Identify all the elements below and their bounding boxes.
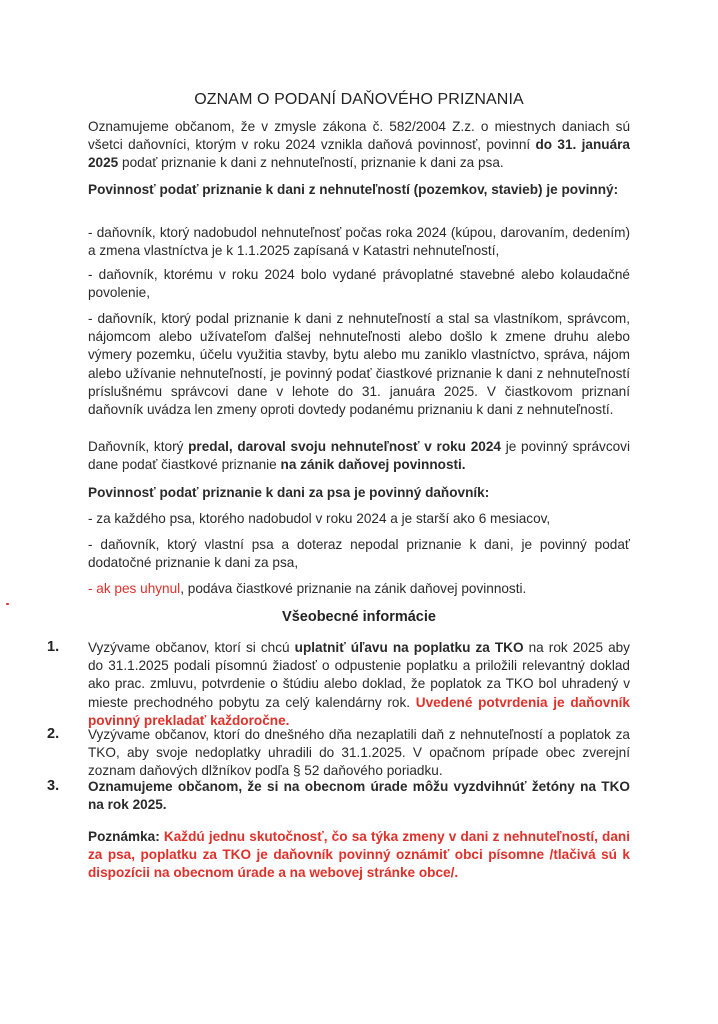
intro-text: Oznamujeme občanom, že v zmysle zákona č. 582/2004 Z.z. o miestnych daniach sú všetci daňovníci, ktorým v roku 2024 vznikla daňová povinnosť, povinní xyxy=(88,119,630,153)
general-item-2: Vyzývame občanov, ktorí do dnešného dňa nezaplatili daň z nehnuteľností a poplatok za TKO, aby svoje nedoplatky uhradili do 31.1.2025. V opačnom prípade obec zverejní zoznam daňových dlžníkov podľa § 52 daňového poriadku. xyxy=(88,727,630,779)
intro-paragraph xyxy=(88,118,630,173)
donor-text: Daňovník, ktorý xyxy=(88,439,189,454)
general-item-1-emphasis: uplatniť úľavu na poplatku za TKO xyxy=(294,640,524,655)
dog-died-item xyxy=(88,580,630,598)
dog-heading: Povinnosť podať priznanie k dani za psa je povinný daňovník: xyxy=(88,485,490,500)
donor-emphasis: predal, daroval svoju nehnuteľnosť v roku 2024 xyxy=(188,439,501,454)
property-donor-paragraph xyxy=(88,438,630,474)
list-number-2: 2. xyxy=(47,726,60,742)
general-item-1-warning: Uvedené potvrdenia je daňovník povinný prekladať každoročne. xyxy=(88,694,630,728)
dog-item-1: - za každého psa, ktorého nadobudol v roku 2024 a je starší ako 6 mesiacov, xyxy=(88,511,551,526)
general-item-1 xyxy=(88,639,630,730)
property-item-1: - daňovník, ktorý nadobudol nehnuteľnosť počas roka 2024 (kúpou, darovaním, dedením) a zmena vlastníctva je k 1.1.2025 zapísaná v Katastri nehnuteľností, xyxy=(88,225,630,259)
dog-item-2: - daňovník, ktorý vlastní psa a doteraz nepodal priznanie k dani, je povinný podať dodatočné priznanie k dani za psa, xyxy=(88,537,630,571)
general-item-3: Oznamujeme občanom, že si na obecnom úrade môžu vyzdvihnúť žetóny na TKO na rok 2025. xyxy=(88,779,630,813)
note-text: Každú jednu skutočnosť, čo sa týka zmeny v dani z nehnuteľností, dani za psa, poplatku za TKO je daňovník povinný oznámiť obci písomne /tlačivá sú k dispozícii na obecnom úrade a na webovej stránke obce/. xyxy=(88,829,630,881)
general-heading: Všeobecné informácie xyxy=(282,609,436,625)
list-number-1: 1. xyxy=(47,639,60,655)
note-paragraph xyxy=(88,828,630,883)
donor-emphasis-end: na zánik daňovej povinnosti. xyxy=(280,457,466,473)
dog-died-text: , podáva čiastkové priznanie na zánik daňovej povinnosti. xyxy=(180,581,527,596)
intro-deadline: do 31. januára 2025 xyxy=(88,137,630,171)
intro-text-end: podať priznanie k dani z nehnuteľností, priznanie k dani za psa. xyxy=(118,155,504,171)
donor-text-middle: je povinný správcovi dane podať čiastkové priznanie xyxy=(88,439,630,473)
list-number-3: 3. xyxy=(47,778,60,794)
property-heading: Povinnosť podať priznanie k dani z nehnuteľností (pozemkov, stavieb) je povinný: xyxy=(88,182,619,197)
scan-speck xyxy=(6,603,9,605)
dog-died-label: - ak pes uhynul xyxy=(88,581,181,596)
general-item-1-text-2: na rok 2025 aby do 31.1.2025 podali písomnú žiadosť o odpustenie poplatku a priložili relevantný doklad ako prac. zmluvu, potvrdenie o štúdiu alebo doklad, že poplatok za TKO bol uhradený v mieste prechodného pobytu za celý kalendárny rok. xyxy=(88,640,630,710)
note-label: Poznámka: xyxy=(88,829,160,844)
property-item-2: - daňovník, ktorému v roku 2024 bolo vydané právoplatné stavebné alebo kolaudačné povolenie, xyxy=(88,267,630,301)
property-item-3: - daňovník, ktorý podal priznanie k dani z nehnuteľností a stal sa vlastníkom, správcom, nájomcom alebo užívateľom ďalšej nehnuteľnosti alebo došlo k zmene druhu alebo výmery pozemku, účelu využitia stavby, bytu alebo mu zaniklo vlastníctvo, správa, nájom alebo užívanie nehnuteľností, je povinný podať čiastkové priznanie k dani z nehnuteľností príslušnému správcovi dane v lehote do 31. januára 2025. V čiastkovom priznaní daňovník uvádza len zmeny oproti dovtedy podanému priznaniu k dani z nehnuteľností. xyxy=(88,311,630,418)
general-item-1-text: Vyzývame občanov, ktorí si chcú xyxy=(88,640,295,655)
page-title: OZNAM O PODANÍ DAŇOVÉHO PRIZNANIA xyxy=(194,91,524,108)
